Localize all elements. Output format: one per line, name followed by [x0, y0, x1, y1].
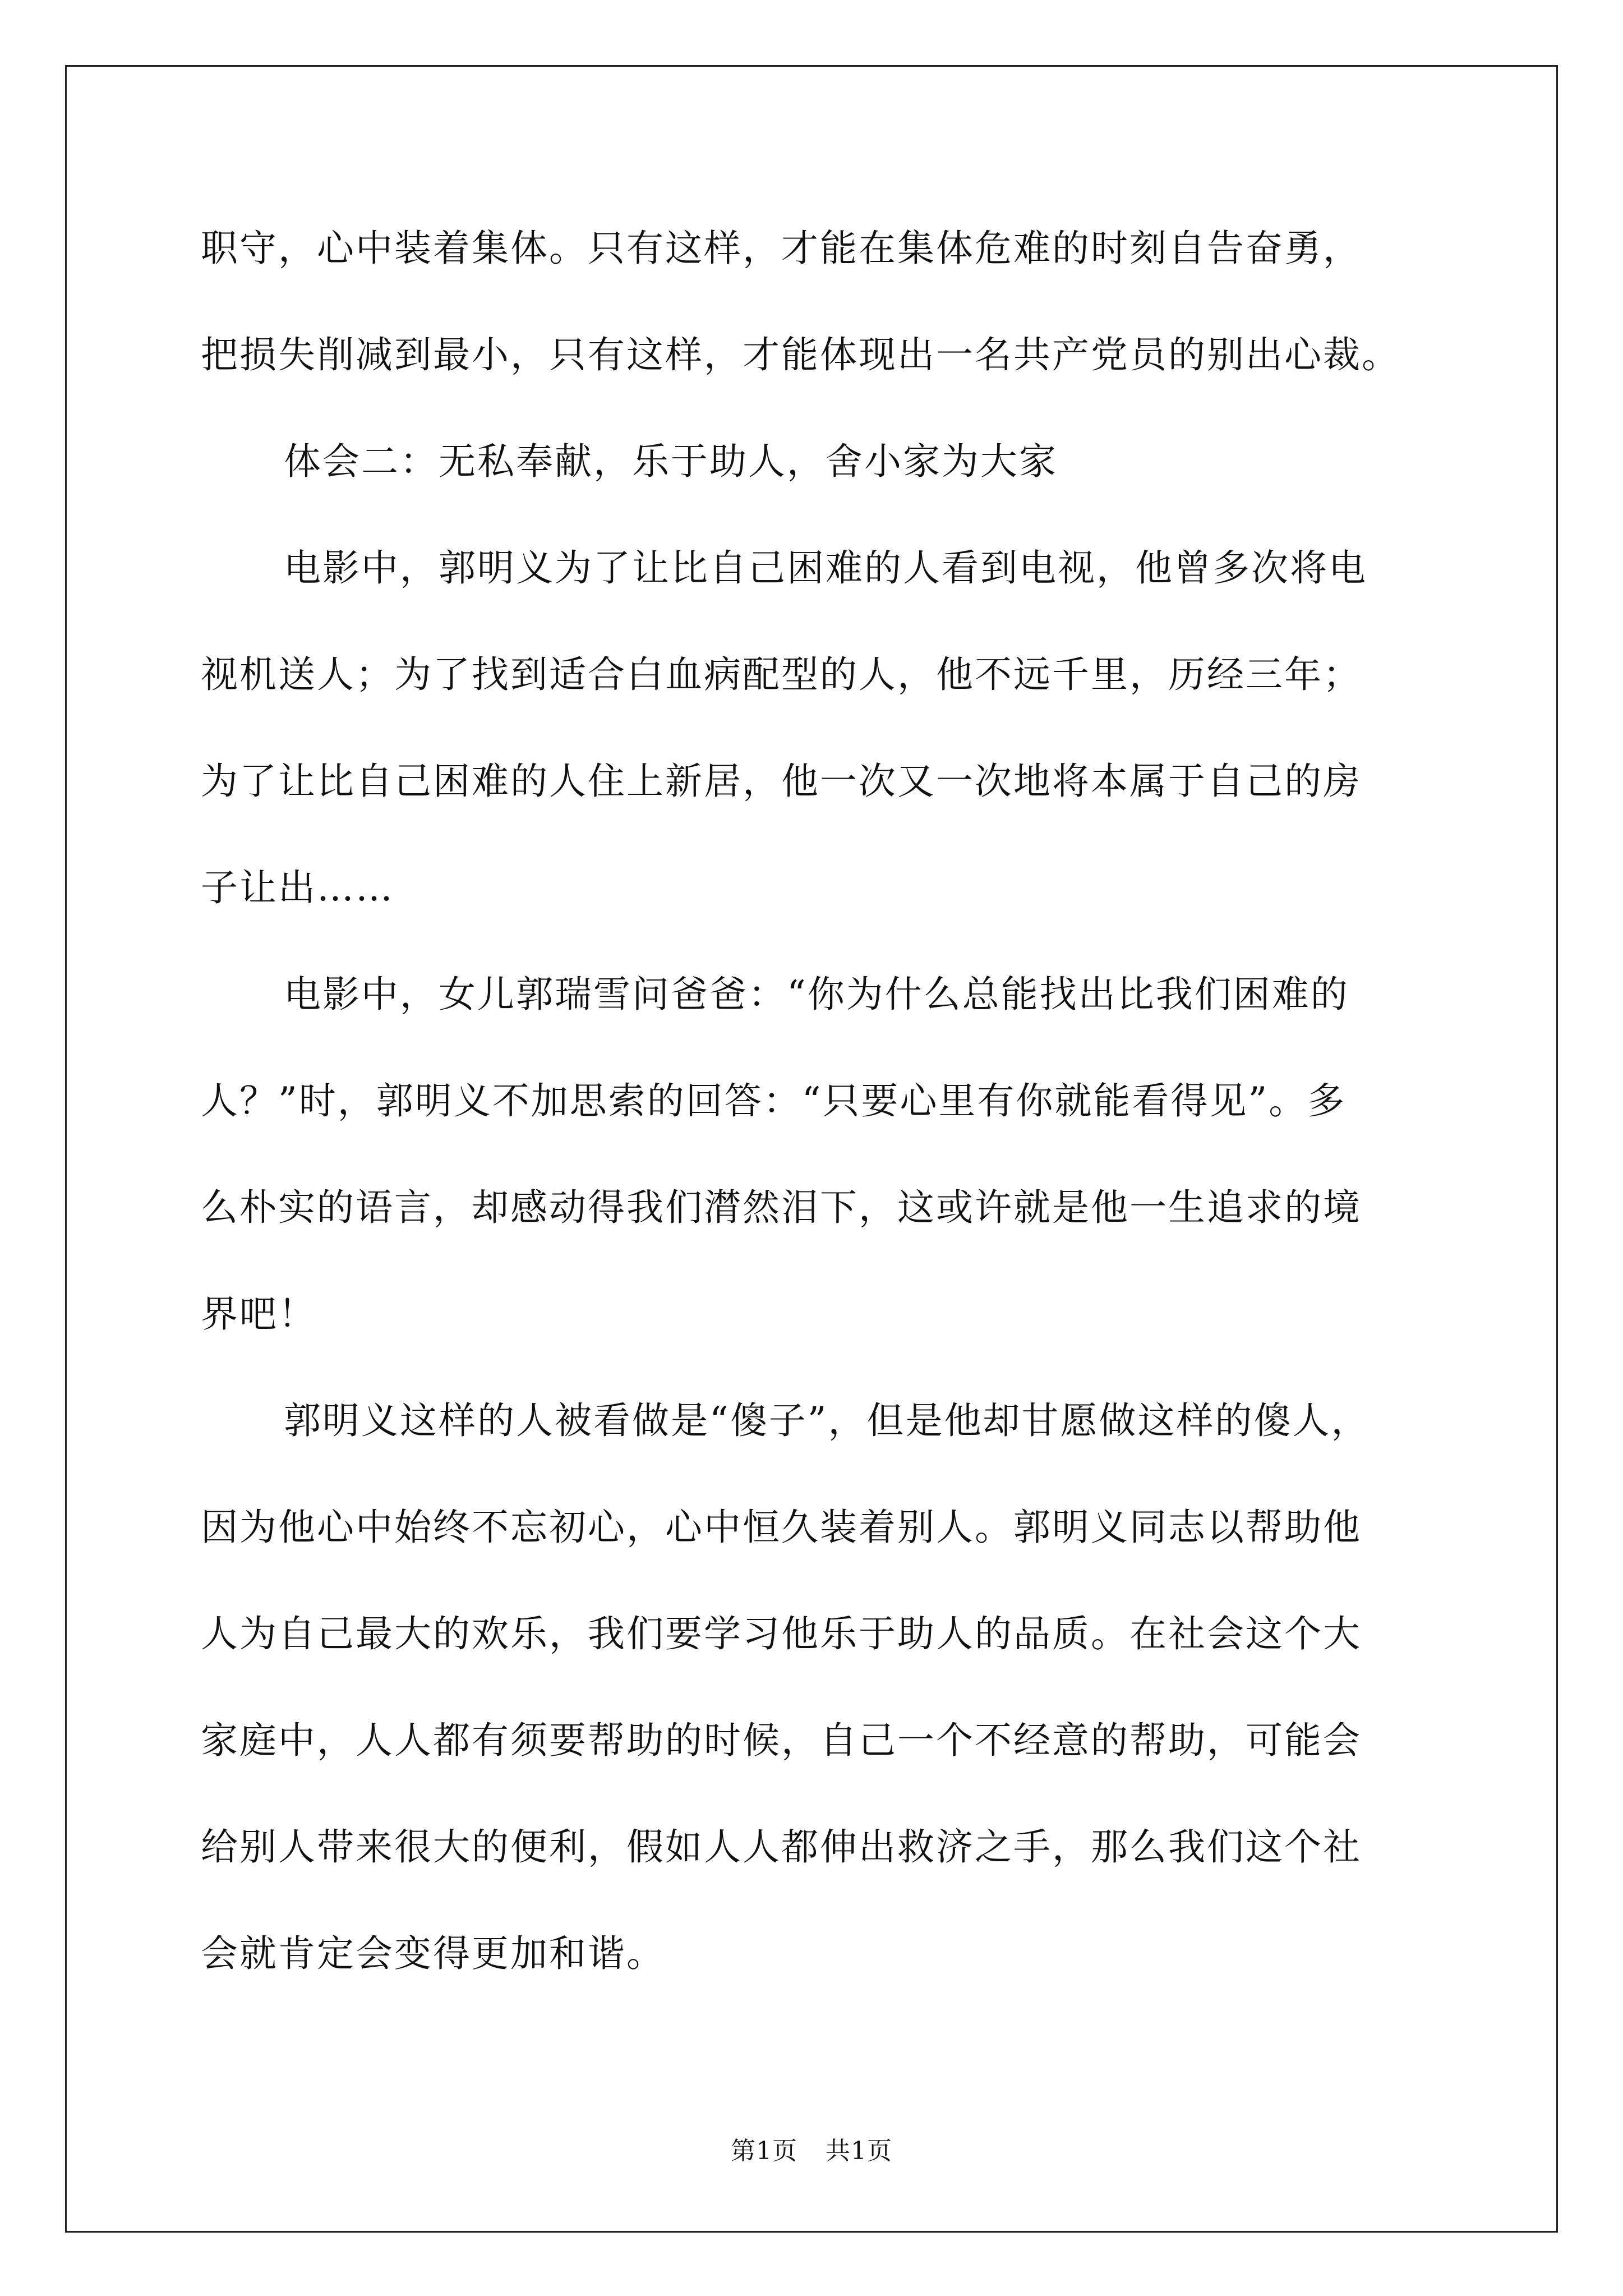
text-line: 界吧！: [201, 1292, 317, 1336]
text-line: 家庭中，人人都有须要帮助的时候，自己一个不经意的帮助，可能会: [201, 1719, 1362, 1762]
text-line: 么朴实的语言，却感动得我们潸然泪下，这或许就是他一生追求的境: [201, 1186, 1362, 1229]
text-line: 电影中，郭明义为了让比自己困难的人看到电视，他曾多次将电: [284, 546, 1367, 590]
text-line: 视机送人；为了找到适合白血病配型的人，他不远千里，历经三年；: [201, 653, 1362, 696]
page-footer: [0, 2134, 1623, 2168]
text-line: 电影中，女儿郭瑞雪问爸爸：“你为什么总能找出比我们困难的: [284, 973, 1349, 1016]
text-line: 职守，心中装着集体。只有这样，才能在集体危难的时刻自告奋勇，: [201, 227, 1362, 270]
text-line: 把损失削减到最小，只有这样，才能体现出一名共产党员的别出心裁。: [201, 333, 1400, 376]
document-body: [201, 212, 1451, 2024]
page-number: 第1页: [731, 2137, 797, 2165]
text-line: 给别人带来很大的便利，假如人人都伸出救济之手，那么我们这个社: [201, 1825, 1362, 1869]
text-line: 会就肯定会变得更加和谐。: [201, 1932, 665, 1975]
text-line: 因为他心中始终不忘初心，心中恒久装着别人。郭明义同志以帮助他: [201, 1506, 1362, 1549]
text-line: 人？”时，郭明义不加思索的回答：“只要心里有你就能看得见”。多: [201, 1079, 1347, 1122]
text-line: 人为自己最大的欢乐，我们要学习他乐于助人的品质。在社会这个大: [201, 1612, 1362, 1655]
section-heading: 体会二：无私奉献，乐于助人，舍小家为大家: [284, 440, 1058, 483]
page-total: 共1页: [826, 2137, 892, 2165]
text-line: 子让出……: [201, 866, 394, 909]
text-line: 郭明义这样的人被看做是“傻子”，但是他却甘愿做这样的傻人，: [284, 1399, 1370, 1442]
text-line: 为了让比自己困难的人住上新居，他一次又一次地将本属于自己的房: [201, 760, 1362, 803]
